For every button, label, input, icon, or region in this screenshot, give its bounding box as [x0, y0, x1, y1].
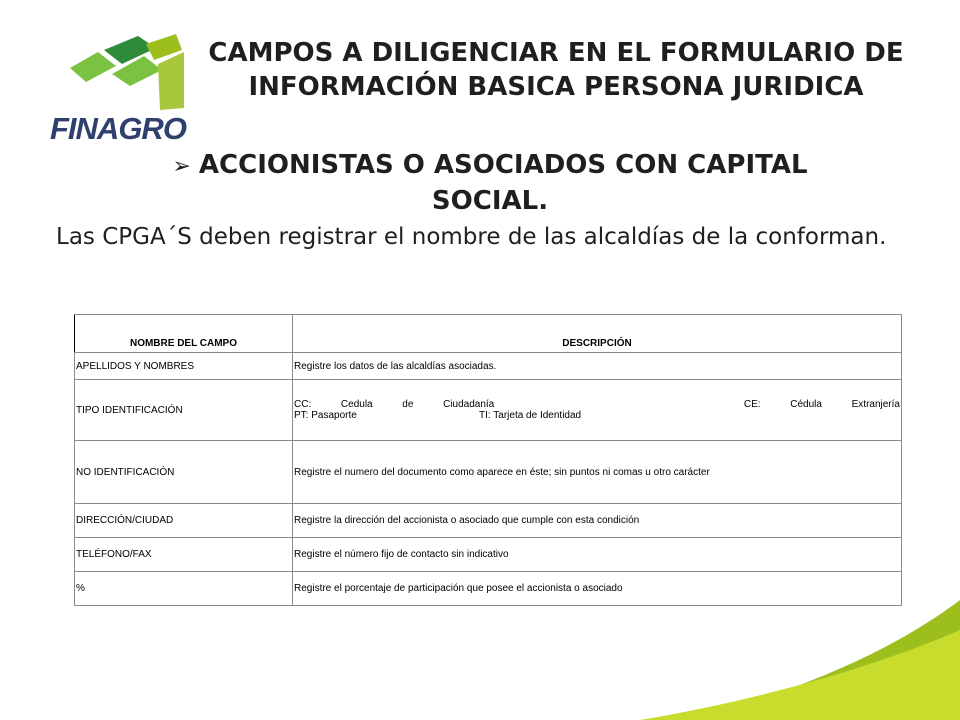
page-title: CAMPOS A DILIGENCIAR EN EL FORMULARIO DE INFORMACIÓN BASICA PERSONA JURIDICA — [208, 38, 904, 102]
cell-description: Registre el numero del documento como aparece en éste; sin puntos ni comas u otro carácter — [293, 441, 902, 504]
table-header-row — [75, 315, 902, 353]
intro-paragraph: Las CPGA´S deben registrar el nombre de las alcaldías de la conforman. — [56, 224, 887, 250]
cell-field: APELLIDOS Y NOMBRES — [75, 353, 293, 380]
cell-field: DIRECCIÓN/CIUDAD — [75, 504, 293, 538]
table-row — [75, 572, 902, 606]
id-types-line-1: CC: Cedula de Ciudadanía CE: Cédula Extranjería — [294, 399, 900, 410]
table-row — [75, 441, 902, 504]
table-row — [75, 353, 902, 380]
cell-description: Registre los datos de las alcaldías asociadas. — [293, 353, 902, 380]
arrow-bullet-icon: ➢ — [172, 154, 191, 179]
subtitle-text: ACCIONISTAS O ASOCIADOS CON CAPITAL SOCIAL. — [198, 150, 808, 216]
table-row — [75, 504, 902, 538]
header-field-name: NOMBRE DEL CAMPO — [75, 315, 293, 353]
cell-description: Registre el número fijo de contacto sin indicativo — [293, 538, 902, 572]
id-types-line-2: PT: Pasaporte TI: Tarjeta de Identidad — [294, 410, 582, 421]
cell-description: Registre el porcentaje de participación que posee el accionista o asociado — [293, 572, 902, 606]
cell-field: TELÉFONO/FAX — [75, 538, 293, 572]
cell-field: % — [75, 572, 293, 606]
logo-text: FINAGRO — [50, 111, 186, 146]
table-row — [75, 380, 902, 441]
logo-leaves-icon — [58, 30, 193, 112]
cell-field: TIPO IDENTIFICACIÓN — [75, 380, 293, 441]
section-subtitle — [130, 148, 850, 218]
finagro-logo — [50, 30, 200, 145]
header-description: DESCRIPCIÓN — [293, 315, 902, 353]
cell-description — [293, 380, 902, 441]
cell-description: Registre la dirección del accionista o asociado que cumple con esta condición — [293, 504, 902, 538]
table-row — [75, 538, 902, 572]
fields-table — [74, 314, 902, 606]
cell-field: NO IDENTIFICACIÓN — [75, 441, 293, 504]
